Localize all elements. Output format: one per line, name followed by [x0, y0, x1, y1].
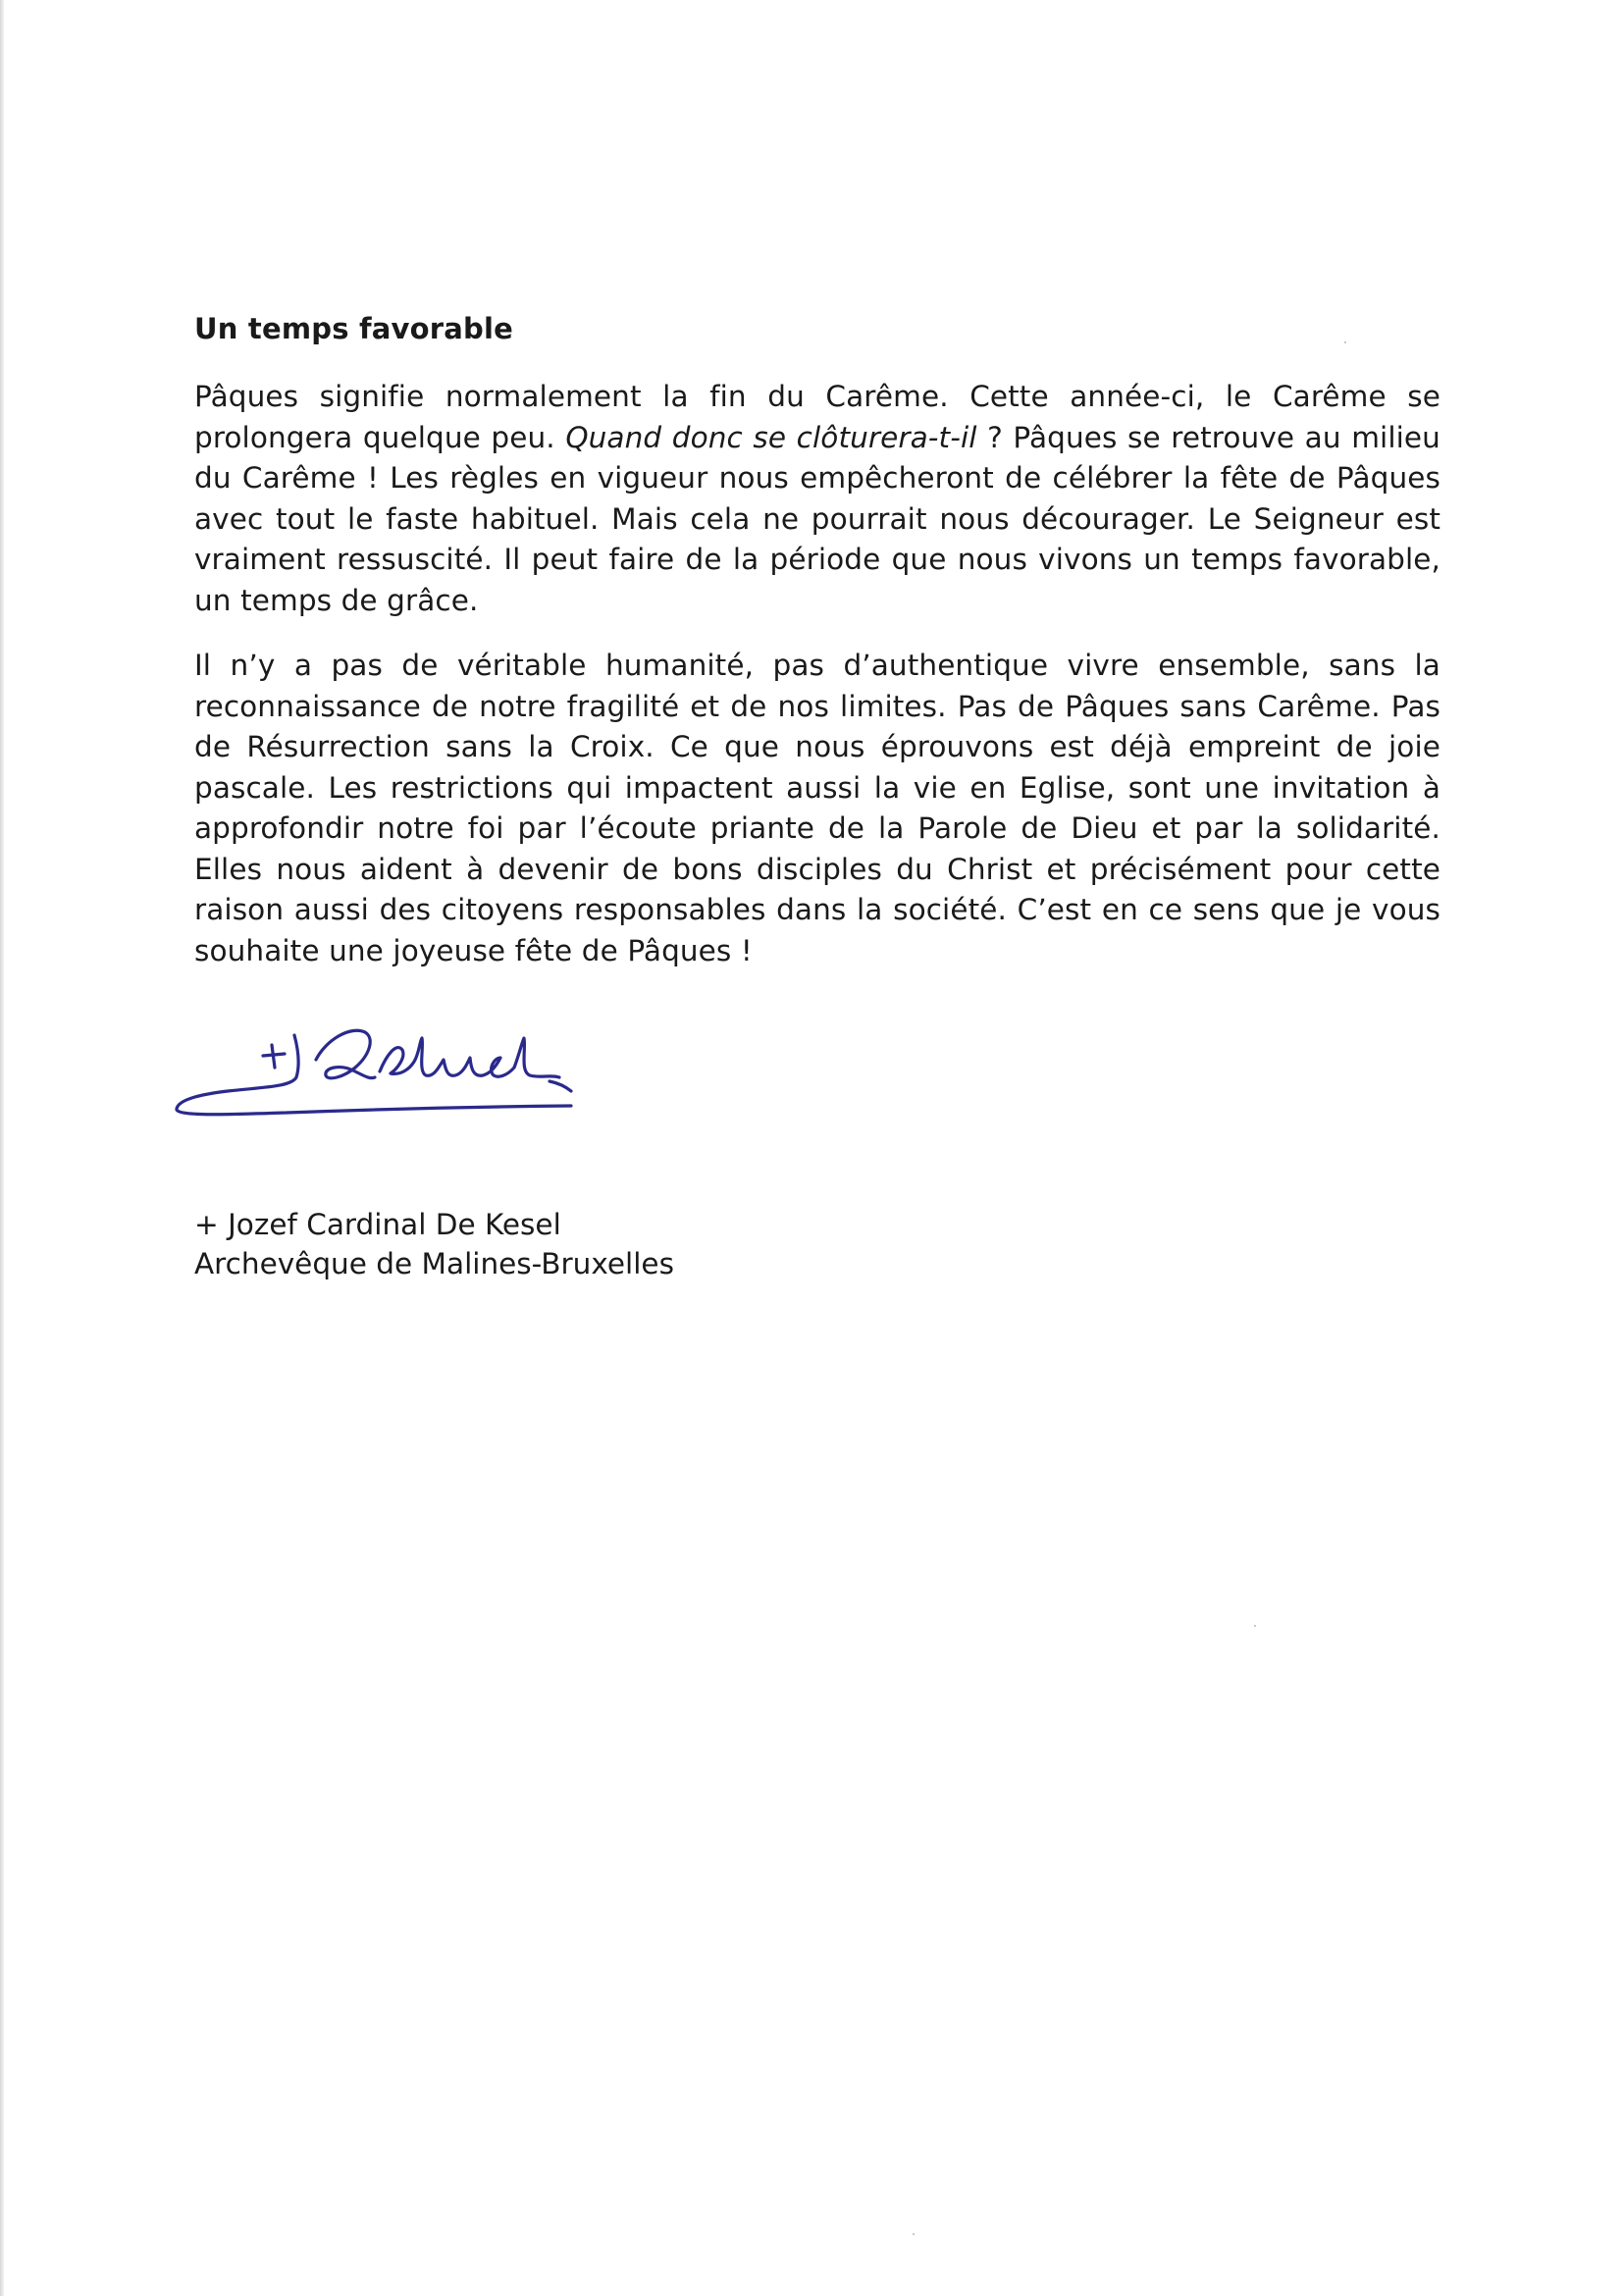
scan-speck [913, 2233, 915, 2235]
signer-title: Archevêque de Malines-Bruxelles [194, 1247, 674, 1280]
scan-edge [0, 0, 4, 2296]
handwritten-signature [169, 981, 620, 1128]
letter-body [194, 312, 1440, 996]
paragraph-1 [194, 377, 1440, 621]
paragraph-2: Il n’y a pas de véritable humanité, pas d’authentique vivre ensemble, sans la reconnaissance de notre fragilité et de nos limites. Pas de Pâques sans Carême. Pas de Résurrection sans la Croix. Ce que nous éprouvons est déjà empreint de joie pascale. Les restrictions qui impactent aussi la vie en Eglise, sont une invitation à approfondir notre foi par l’écoute priante de la Parole de Dieu et par la solidarité. Elles nous aident à devenir de bons disciples du Christ et précisément pour cette raison aussi des citoyens responsables dans la société. C’est en ce sens que je vous souhaite une joyeuse fête de Pâques ! [194, 649, 1440, 967]
signer-name: + Jozef Cardinal De Kesel [194, 1208, 561, 1241]
paragraph-1-italic: Quand donc se clôturera-t-il [565, 420, 977, 454]
paragraph-1-end: ? Pâques se retrouve au milieu du Carême ! Les règles en vigueur nous empêcheront de célébrer la fête de Pâques avec tout le faste habituel. Mais cela ne pourrait nous décourager. Le Seigneur est vraiment ressuscité. Il peut faire de la période que nous vivons un temps favorable, un temps de grâce. [194, 420, 1440, 617]
scan-speck [1254, 1625, 1256, 1627]
paragraph-1-start: Pâques signifie normalement la fin du Carême. Cette année-ci, le Carême se prolongera quelque peu. [194, 380, 1440, 454]
scan-speck [1344, 341, 1346, 343]
letter-heading: Un temps favorable [194, 312, 514, 345]
signer-block [194, 1205, 674, 1283]
